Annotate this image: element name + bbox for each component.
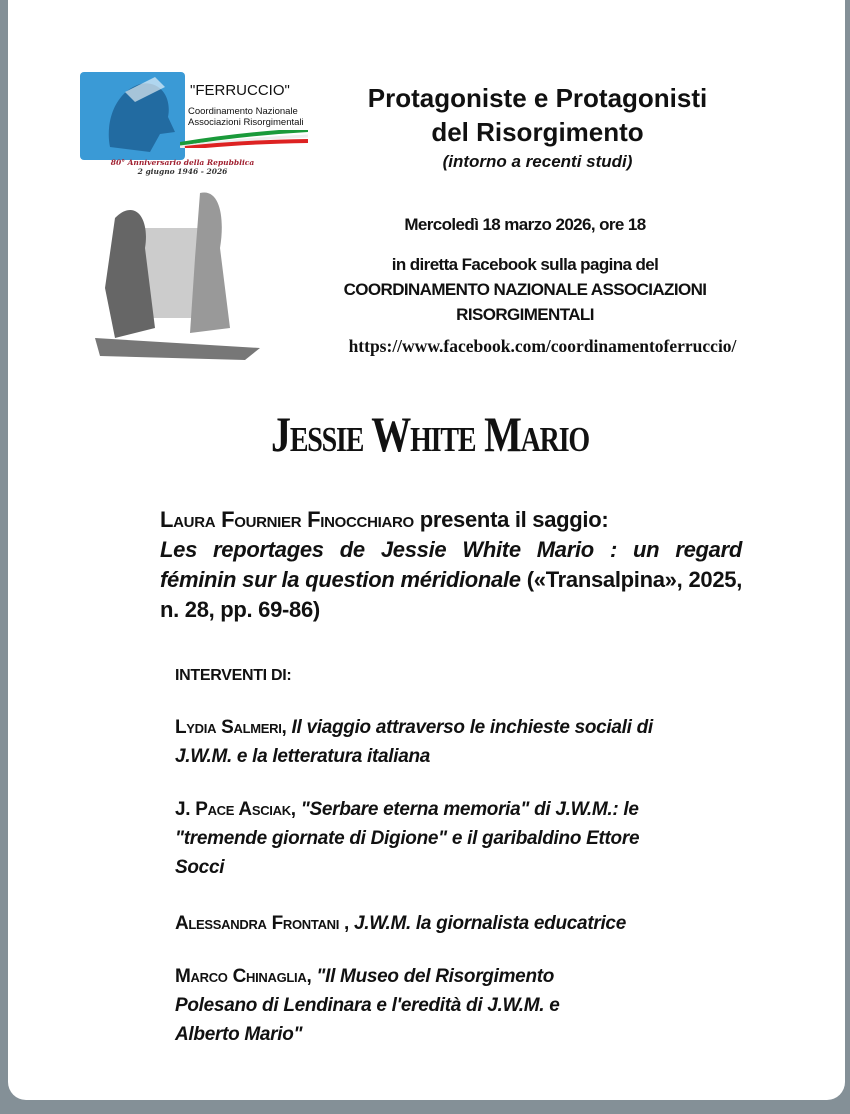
logo-subtitle: Coordinamento Nazionale Associazioni Risorgimentali (188, 106, 304, 128)
event-line-2: COORDINAMENTO NAZIONALE ASSOCIAZIONI (343, 280, 707, 299)
page-subtitle: (intorno a recenti studi) (442, 152, 633, 171)
intervention-item: Lydia Salmeri, Il viaggio attraverso le inchieste sociali di J.W.M. e la letteratura italiana (175, 717, 653, 767)
essay-title: Les reportages de Jessie White Mario : un regard féminin sur la question méridionale (160, 537, 742, 592)
intervention-item: J. Pace Asciak, "Serbare eterna memoria" di J.W.M.: le "tremende giornate di Digione" e il garibaldino Ettore Socci (175, 799, 640, 878)
intervention-item: Alessandra Frontani , J.W.M. la giornalista educatrice (175, 913, 626, 934)
intervention-item: Marco Chinaglia, "Il Museo del Risorgimento Polesano di Lendinara e l'eredità di J.W.M. e Alberto Mario" (175, 966, 560, 1045)
engraving-illustration (95, 188, 260, 360)
presenter-name: Laura Fournier Finocchiaro (160, 507, 414, 532)
essay-citation: («Transalpina», 2025, n. 28, pp. 69-86) (160, 567, 743, 622)
page-title-line-1: Protagoniste e Protagonisti (367, 83, 708, 113)
presentation-block: Laura Fournier Finocchiaro presenta il saggio: Les reportages de Jessie White Mario : un regard féminin sur la question méridionale («Transalpina», 2025, n. 28, pp. 69-86) (160, 507, 743, 622)
event-line-3: RISORGIMENTALI (456, 305, 594, 324)
page-title-line-2: del Risorgimento (431, 117, 644, 147)
anniversary-text: 80° Anniversario della Repubblica 2 giugno 1946 - 2026 (110, 158, 255, 176)
main-title: Jessie White Mario (271, 406, 589, 462)
event-date: Mercoledì 18 marzo 2026, ore 18 (404, 215, 646, 234)
logo-name: "FERRUCCIO" (190, 82, 290, 99)
event-line-1: in diretta Facebook sulla pagina del (391, 255, 659, 274)
tricolor-ribbon-icon (180, 130, 308, 148)
interventions-heading: INTERVENTI DI: (175, 667, 292, 684)
ferruccio-logo (80, 72, 310, 180)
helmet-portrait-icon (80, 72, 185, 160)
facebook-link[interactable]: https://www.facebook.com/coordinamentoferruccio/ (348, 336, 737, 356)
